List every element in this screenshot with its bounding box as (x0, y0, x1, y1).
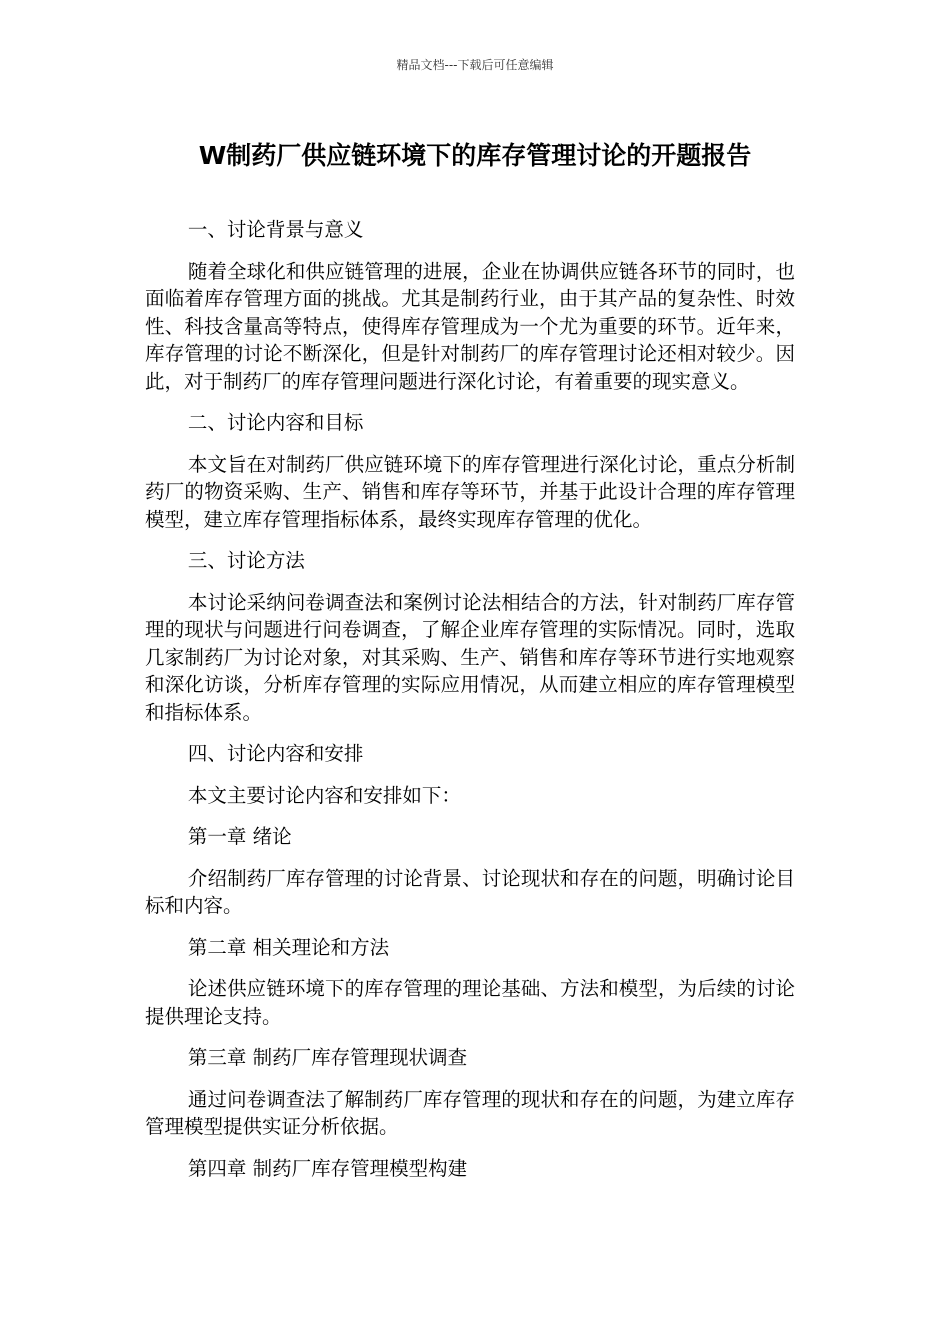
chapter-heading: 第三章 制药厂库存管理现状调查 (187, 1046, 468, 1069)
section-heading: 四、讨论内容和安排 (187, 742, 364, 765)
paragraph: 论述供应链环境下的库存管理的理论基础、方法和模型，为后续的讨论提供理论支持。 (145, 977, 795, 1028)
chapter-heading: 第一章 绪论 (187, 825, 292, 848)
paragraph: 本讨论采纳问卷调查法和案例讨论法相结合的方法，针对制药厂库存管理的现状与问题进行问卷调查，了解企业库存管理的实际情况。同时，选取几家制药厂为讨论对象，对其采购、生产、销售和库存等环节进行实地观察和深化访谈，分析库存管理的实际应用情况，从而建立相应的库存管理模型和指标体系。 (145, 590, 795, 724)
section-heading: 二、讨论内容和目标 (187, 411, 364, 434)
chapter-heading: 第四章 制药厂库存管理模型构建 (187, 1156, 468, 1180)
chapter-heading: 第二章 相关理论和方法 (187, 935, 390, 959)
paragraph: 通过问卷调查法了解制药厂库存管理的现状和存在的问题，为建立库存管理模型提供实证分析依据。 (145, 1087, 795, 1138)
paragraph: 本文主要讨论内容和安排如下： (187, 783, 461, 807)
paragraph: 介绍制药厂库存管理的讨论背景、讨论现状和存在的问题，明确讨论目标和内容。 (145, 866, 795, 917)
paragraph: 随着全球化和供应链管理的进展，企业在协调供应链各环节的同时，也面临着库存管理方面的挑战。尤其是制药行业，由于其产品的复杂性、时效性、科技含量高等特点，使得库存管理成为一个尤为重要的环节。近年来，库存管理的讨论不断深化，但是针对制药厂的库存管理讨论还相对较少。因此，对于制药厂的库存管理问题进行深化讨论，有着重要的现实意义。 (145, 259, 795, 393)
section-heading: 三、讨论方法 (187, 549, 305, 572)
document-body (145, 216, 795, 1196)
document-title: W制药厂供应链环境下的库存管理讨论的开题报告 (198, 141, 752, 170)
paragraph: 本文旨在对制药厂供应链环境下的库存管理进行深化讨论，重点分析制药厂的物资采购、生产、销售和库存等环节，并基于此设计合理的库存管理模型，建立库存管理指标体系，最终实现库存管理的优化。 (145, 452, 795, 531)
section-heading: 一、讨论背景与意义 (187, 218, 364, 241)
page-header: 精品文档---下载后可任意编辑 (396, 58, 554, 72)
